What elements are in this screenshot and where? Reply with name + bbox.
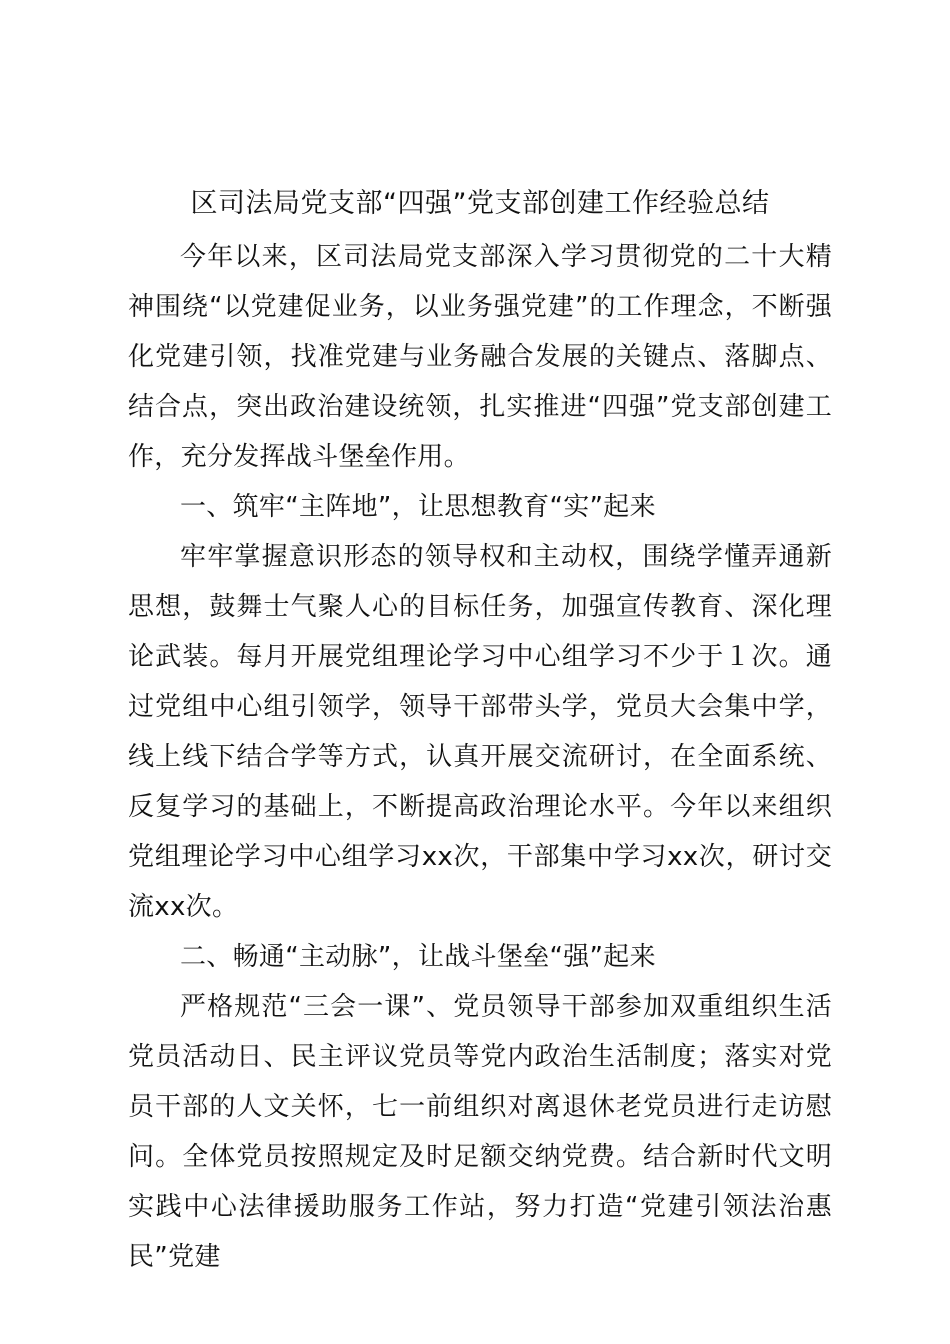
document-body [128,232,832,1282]
section-heading-2: 二、畅通“主动脉”，让战斗堡垒“强”起来 [180,942,656,972]
intro-paragraph: 今年以来，区司法局党支部深入学习贯彻党的二十大精神围绕“以党建促业务，以业务强党建”的工作理念，不断强化党建引领，找准党建与业务融合发展的关键点、落脚点、结合点，突出政治建设统领，扎实推进“四强”党支部创建工作，充分发挥战斗堡垒作用。 [128,242,832,472]
section-paragraph-2: 严格规范“三会一课”、党员领导干部参加双重组织生活党员活动日、民主评议党员等党内政治生活制度；落实对党员干部的人文关怀，七一前组织对离退休老党员进行走访慰问。全体党员按照规定及时足额交纳党费。结合新时代文明实践中心法律援助服务工作站，努力打造“党建引领法治惠民”党建 [128,992,832,1272]
section-paragraph-1: 牢牢掌握意识形态的领导权和主动权，围绕学懂弄通新思想，鼓舞士气聚人心的目标任务，加强宣传教育、深化理论武装。每月开展党组理论学习中心组学习不少于１次。通过党组中心组引领学，领导干部带头学，党员大会集中学，线上线下结合学等方式，认真开展交流研讨，在全面系统、反复学习的基础上，不断提高政治理论水平。今年以来组织党组理论学习中心组学习xx次，干部集中学习xx次，研讨交流xx次。 [128,542,832,922]
document-title: 区司法局党支部“四强”党支部创建工作经验总结 [190,188,770,219]
section-heading-1: 一、筑牢“主阵地”，让思想教育“实”起来 [180,492,656,522]
